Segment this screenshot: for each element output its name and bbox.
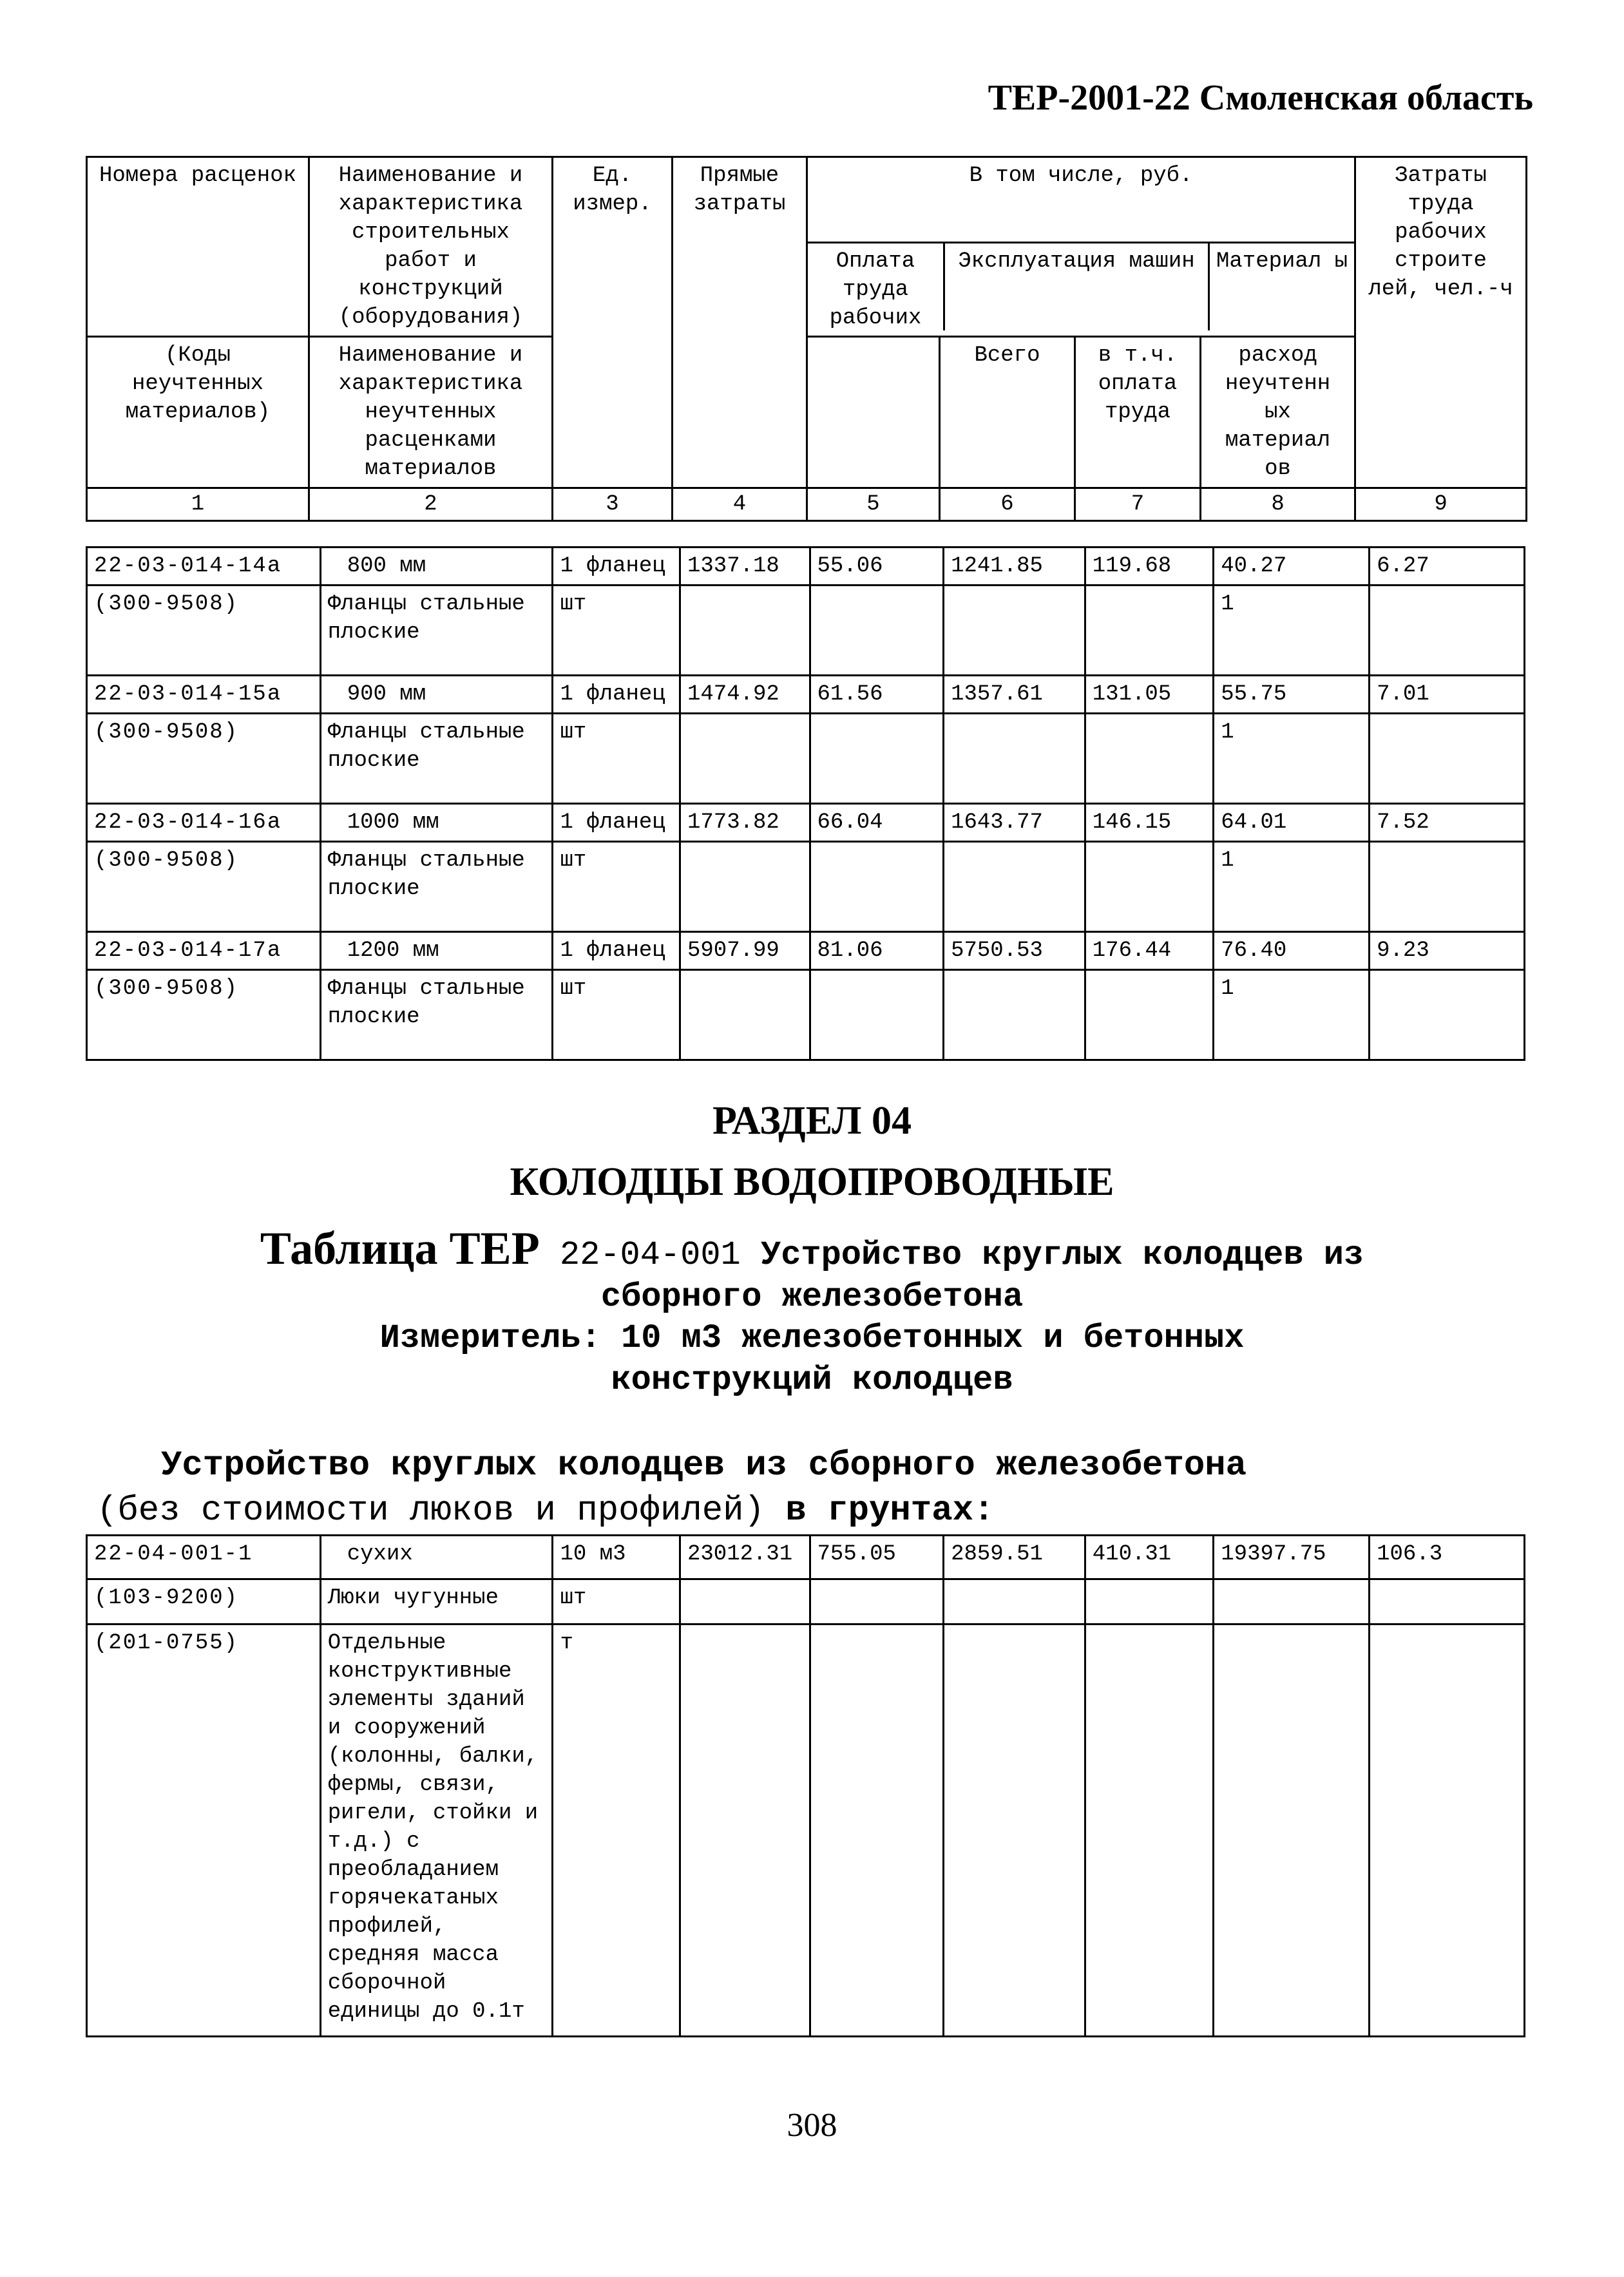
flange-table-row [87,842,1525,932]
cell-machines [944,1624,1085,2037]
flange-table-row [87,548,1525,586]
subtitle-suffix: в грунтах: [785,1491,995,1530]
cell-unit: 1 фланец [553,932,680,970]
header-machines: Эксплуатация машин [945,243,1210,330]
cell-labor-costs [1370,970,1525,1060]
cell-labor: 61.56 [810,676,944,714]
cell-direct [680,1624,810,2037]
subtitle-note: (без стоимости люков и профилей) [97,1491,765,1530]
section-number: РАЗДЕЛ 04 [712,1099,912,1143]
cell-name: Люки чугунные [320,1579,553,1624]
cell-unit: 1 фланец [553,804,680,842]
cell-unit: 10 м3 [553,1536,680,1579]
cell-code: 22-03-014-15а [87,676,321,714]
flange-table-row [87,676,1525,714]
flange-table-row [87,714,1525,804]
col-number-5: 5 [807,488,940,521]
cell-materials: 1 [1214,842,1370,932]
cell-unit: шт [553,842,680,932]
cell-direct: 1337.18 [680,548,810,586]
cell-unit: шт [553,1579,680,1624]
cell-name: Фланцы стальные плоские [320,970,553,1060]
cell-unit: 1 фланец [553,548,680,586]
cell-labor [810,1579,944,1624]
cell-direct [680,586,810,676]
cell-machines-labor: 410.31 [1085,1536,1214,1579]
cell-materials [1214,1624,1370,2037]
cell-materials: 1 [1214,714,1370,804]
header-labor-pay: Оплата труда рабочих [808,243,945,330]
cell-labor: 55.06 [810,548,944,586]
cell-name: 900 мм [320,676,553,714]
table-prefix: Таблица ТЕР [260,1223,540,1274]
cell-machines: 1241.85 [944,548,1085,586]
cell-machines-labor: 146.15 [1085,804,1214,842]
cell-machines: 5750.53 [944,932,1085,970]
col-number-7: 7 [1075,488,1201,521]
cell-machines [944,842,1085,932]
cell-labor-costs [1370,842,1525,932]
cell-direct [680,714,810,804]
header-material-codes: (Коды неучтенных материалов) [87,337,309,488]
cell-code: 22-03-014-16а [87,804,321,842]
cell-machines: 1357.61 [944,676,1085,714]
cell-name: Фланцы стальные плоские [320,842,553,932]
cell-labor [810,970,944,1060]
cell-unit: шт [553,586,680,676]
cell-name: Фланцы стальные плоские [320,586,553,676]
header-labor-costs: Затраты труда рабочих строите лей, чел.-ч [1355,157,1527,488]
cell-unit: шт [553,714,680,804]
cell-name: 1000 мм [320,804,553,842]
table-title-2: сборного железобетона [600,1278,1024,1316]
page-header: ТЕР-2001-22 Смоленская область [988,78,1533,118]
cell-labor [810,714,944,804]
cell-labor-costs [1370,714,1525,804]
cell-materials [1214,1579,1370,1624]
cell-machines [944,714,1085,804]
cell-code: (103-9200) [87,1579,321,1624]
cell-direct [680,1579,810,1624]
col-number-8: 8 [1201,488,1355,521]
header-machines-total: Всего [940,337,1075,488]
header-including-group [807,157,1355,337]
cell-unit: шт [553,970,680,1060]
header-including: В том числе, руб. [808,158,1354,243]
cell-machines [944,970,1085,1060]
cell-materials: 55.75 [1214,676,1370,714]
cell-code: (300-9508) [87,586,321,676]
cell-materials: 40.27 [1214,548,1370,586]
cell-code: 22-03-014-14а [87,548,321,586]
cell-machines-labor: 119.68 [1085,548,1214,586]
header-machines-labor: в т.ч. оплата труда [1075,337,1201,488]
header-direct-costs: Прямые затраты [673,157,807,488]
cell-machines-labor [1085,1624,1214,2037]
cell-materials: 19397.75 [1214,1536,1370,1579]
well-rates-table [86,1534,1525,2037]
cell-machines-labor [1085,714,1214,804]
cell-machines-labor [1085,970,1214,1060]
cell-unit: 1 фланец [553,676,680,714]
cell-direct: 1474.92 [680,676,810,714]
cell-labor-costs: 9.23 [1370,932,1525,970]
header-work-name: Наименование и характеристика строительных работ и конструкций (оборудования) [309,157,553,337]
cell-name: Отдельные конструктивные элементы зданий и сооружений (колонны, балки, фермы, связи, ригели, стойки и т.д.) с преобладанием горячекатаных профилей, средняя масса сборочной единицы до 0.1т [320,1624,553,2037]
col-number-6: 6 [940,488,1075,521]
cell-labor-costs: 6.27 [1370,548,1525,586]
subtitle: Устройство круглых колодцев из сборного железобетона [161,1446,1247,1485]
cell-labor-costs: 106.3 [1370,1536,1525,1579]
col-number-1: 1 [87,488,309,521]
cell-machines-labor: 176.44 [1085,932,1214,970]
table-title-1: Устройство круглых колодцев из [760,1236,1364,1274]
cell-machines [944,1579,1085,1624]
cell-materials: 76.40 [1214,932,1370,970]
header-material-name: Наименование и характеристика неучтенных расценками материалов [309,337,553,488]
cell-code: (300-9508) [87,714,321,804]
cell-labor: 81.06 [810,932,944,970]
cell-name: сухих [320,1536,553,1579]
well-table-row [87,1624,1525,2037]
cell-machines-labor [1085,842,1214,932]
table-title-line-1 [0,1223,1624,1277]
meter-line-2: конструкций колодцев [611,1361,1013,1399]
flange-table-row [87,804,1525,842]
flange-table-row [87,932,1525,970]
cell-labor-costs [1370,586,1525,676]
cell-code: (300-9508) [87,842,321,932]
cell-name: 1200 мм [320,932,553,970]
cell-machines-labor [1085,586,1214,676]
flange-table-row [87,586,1525,676]
cell-labor-costs [1370,1579,1525,1624]
cell-labor-costs [1370,1624,1525,2037]
header-unit: Ед. измер. [553,157,673,488]
header-labor-pay-blank [807,337,940,488]
header-materials: Материал ы [1216,249,1348,274]
cell-name: Фланцы стальные плоские [320,714,553,804]
meter-line-1: Измеритель: 10 м3 железобетонных и бетонных [379,1319,1245,1357]
col-number-2: 2 [309,488,553,521]
section-title: КОЛОДЦЫ ВОДОПРОВОДНЫЕ [510,1160,1114,1204]
flange-table-row [87,970,1525,1060]
cell-name: 800 мм [320,548,553,586]
table-code: 22-04-001 [559,1236,741,1274]
cell-code: (300-9508) [87,970,321,1060]
cell-labor: 755.05 [810,1536,944,1579]
col-number-9: 9 [1355,488,1527,521]
col-number-3: 3 [553,488,673,521]
cell-labor [810,1624,944,2037]
cell-code: 22-04-001-1 [87,1536,321,1579]
cell-machines: 2859.51 [944,1536,1085,1579]
header-materials-usage: расход неучтенн ых материал ов [1201,337,1355,488]
cell-labor: 66.04 [810,804,944,842]
subtitle-note-line [97,1491,1578,1530]
cell-direct: 23012.31 [680,1536,810,1579]
cell-direct [680,970,810,1060]
cell-direct: 5907.99 [680,932,810,970]
cell-machines [944,586,1085,676]
cell-code: (201-0755) [87,1624,321,2037]
cell-machines-labor: 131.05 [1085,676,1214,714]
column-header-table [86,156,1527,522]
cell-direct [680,842,810,932]
header-rates-numbers: Номера расценок [87,157,309,337]
cell-materials: 1 [1214,970,1370,1060]
cell-direct: 1773.82 [680,804,810,842]
flange-rates-table [86,546,1525,1061]
cell-machines: 1643.77 [944,804,1085,842]
cell-materials: 64.01 [1214,804,1370,842]
cell-machines-labor [1085,1579,1214,1624]
well-table-row [87,1579,1525,1624]
cell-code: 22-03-014-17а [87,932,321,970]
cell-materials: 1 [1214,586,1370,676]
cell-labor [810,586,944,676]
cell-labor-costs: 7.52 [1370,804,1525,842]
cell-unit: т [553,1624,680,2037]
col-number-4: 4 [673,488,807,521]
well-table-row [87,1536,1525,1579]
cell-labor-costs: 7.01 [1370,676,1525,714]
page-number: 308 [787,2107,837,2144]
cell-labor [810,842,944,932]
